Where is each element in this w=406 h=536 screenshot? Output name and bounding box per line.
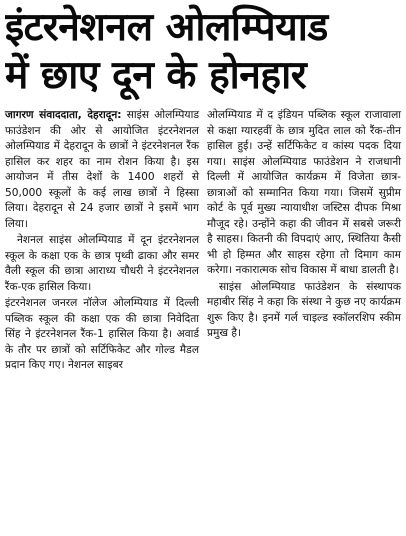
paragraph <box>5 108 199 232</box>
column-left <box>5 108 199 375</box>
paragraph: नेशनल साइंस ओलम्पियाड में दून इंटरनेशनल स्कूल के कक्षा एक के छात्र पृथ्वी ढाका और समर वैली स्कूल की छात्रा आराध्य चौधरी ने इंटरनेशनल रैंक-एक हासिल किया। <box>5 234 199 293</box>
paragraph: इंटरनेशनल जनरल नॉलेज ओलम्पियाड में दिल्ली पब्लिक स्कूल की कक्षा एक की छात्रा निवेदिता सिंह ने इंटरनेशनल रैंक-1 हासिल किया है। अवार्ड के तौर पर छात्रों को सर्टिफिकेट और गोल्ड मैडल प्रदान किए गए। नेशनल साइबर <box>5 297 199 371</box>
article-body <box>5 108 401 375</box>
headline-line-2: में छाए दून के होनहार <box>5 53 307 98</box>
paragraph: ओलम्पियाड में द इंडियन पब्लिक स्कूल राजावाला से कक्षा ग्यारहवीं के छात्र मुदित लाल को रैंक-तीन हासिल हुई। उन्हें सर्टिफिकेट व कांस्य पदक दिया गया। साइंस ओलम्पियाड फाउंडेशन ने राजधानी दिल्ली में आयोजित कार्यक्रम में विजेता छात्र-छात्राओं को सम्मानित किया गया। जिसमें सुप्रीम कोर्ट के पूर्व मुख्य न्यायाधीश जस्टिस दीपक मिश्रा मौजूद रहे। उन्होंने कहा की जीवन में सबसे जरूरी है साहस। कितनी की विपदाएं आए, स्थितिया कैसी भी हो हिम्मत और साहस रहेगा तो दिमाग काम करेगा। नकारात्मक सोच विकास में बाधा डालती है। <box>207 109 401 276</box>
dateline: जागरण संवाददाता, देहरादून: <box>5 109 122 121</box>
paragraph: साइंस ओलम्पियाड फाउंडेशन के संस्थापक महाबीर सिंह ने कहा कि संस्था ने कुछ नए कार्यक्रम शुरू किए है। इनमें गर्ल चाइल्ड स्कॉलरशिप स्कीम प्रमुख है। <box>207 280 401 339</box>
headline-line-1: इंटरनेशनल ओलम्पियाड <box>5 5 328 50</box>
column-right <box>207 108 401 375</box>
paragraph-text: साइंस ओलम्पियाड फाउंडेशन की ओर से आयोजित इंटरनेशनल ओलम्पियाड में देहरादून के छात्रों ने इंटरनेशनल रैंक हासिल कर शहर का नाम रोशन किया है। इस आयोजन में तीस देशों के 1400 शहरों से 50,000 स्कूलों के कई लाख छात्रों ने हिस्सा लिया। देहरादून से 24 हजार छात्रों ने इसमें भाग लिया। <box>5 109 199 230</box>
headline <box>5 4 401 100</box>
